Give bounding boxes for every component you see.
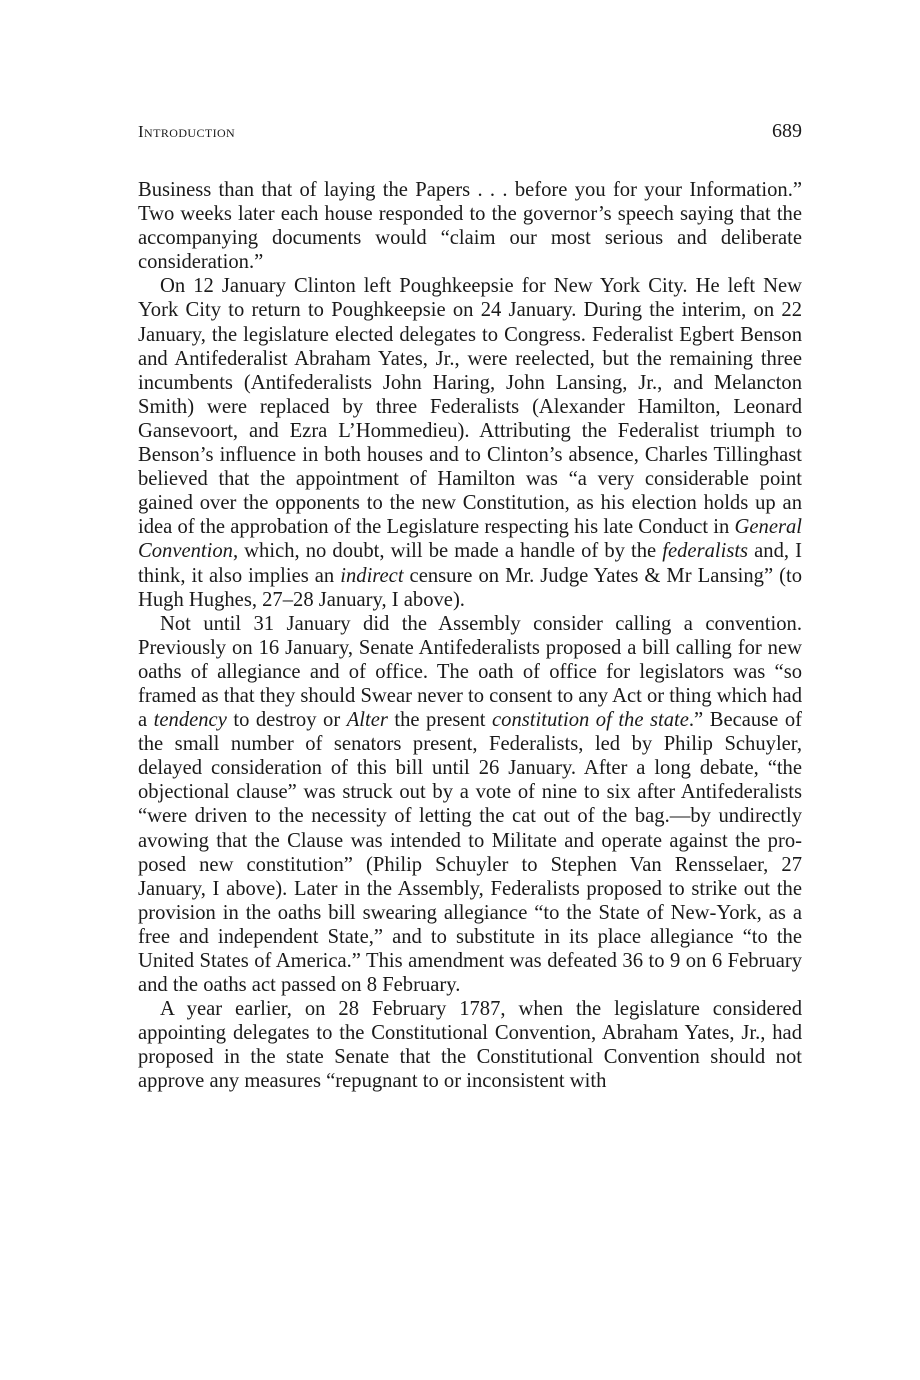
paragraph: [138, 612, 802, 998]
text-run: the present: [387, 709, 493, 732]
text-run: to destroy or: [226, 709, 347, 732]
paragraph: [138, 274, 802, 611]
italic-run: indirect: [340, 564, 404, 587]
paragraph: [138, 997, 802, 1093]
paragraph: [138, 178, 802, 274]
text-run: A year earlier, on 28 February 1787, when the legislature considered appointing delegates to the Constitutional Convention, Abraham Yates, Jr., had proposed in the state Senate that the Constitutional Convention should not approve any measures “repugnant to or inconsistent with: [138, 998, 802, 1093]
italic-run: Alter: [346, 709, 388, 732]
text-run: Business than that of laying the Papers . . . before you for your Information.” Two weeks later each house responded to the governor’s speech saying that the accompanying documents would “claim our most serious and deliberate consideration.”: [138, 179, 802, 274]
italic-run: federalists: [662, 540, 749, 563]
text-run: Not until 31 January did the Assembly consider calling a convention. Previously on 16 January, Senate Antifederalists proposed a bill calling for new oaths of allegiance and of office. The oath of office for legislators was “so framed as that they should Swear never to consent to any Act or thing which had a: [138, 612, 802, 732]
italic-run: General Convention: [138, 516, 802, 563]
text-run: , which, no doubt, will be made a handle of by the: [232, 540, 663, 563]
page-number: 689: [772, 120, 802, 142]
book-page: [138, 120, 802, 1094]
running-head: [138, 120, 802, 150]
text-run: and, I think, it also implies an: [138, 540, 802, 587]
body-text: [138, 178, 802, 1094]
running-head-section: Introduction: [138, 122, 236, 141]
italic-run: tendency: [153, 709, 227, 732]
text-run: On 12 January Clinton left Poughkeepsie for New York City. He left New York City to return to Poughkeepsie on 24 January. During the interim, on 22 January, the legislature elected delegates to Congress. Federalist Egbert Benson and Antifederalist Abraham Yates, Jr., were reelected, but the remaining three incumbents (Antifederalists John Haring, John Lansing, Jr., and Melancton Smith) were replaced by three Federalists (Alexander Hamilton, Leonard Gansevoort, and Ezra L’Hommedieu). Attributing the Federalist triumph to Benson’s influence in both houses and to Clinton’s absence, Charles Tillinghast believed that the appointment of Hamilton was “a very considerable point gained over the opponents to the new Constitution, as his election holds up an idea of the approbation of the Legislature respecting his late Conduct in: [138, 275, 802, 539]
italic-run: constitution of the state: [492, 709, 689, 732]
text-run: .” Because of the small number of senators present, Federalists, led by Philip Schuyler, delayed consideration of this bill until 26 January. After a long debate, “the objectional clause” was struck out by a vote of nine to six after Antifederalists “were driven to the necessity of letting the cat out of the bag.—by undirectly avowing that the Clause was intended to Militate and operate against the proposed new constitution” (Philip Schuyler to Stephen Van Rensselaer, 27 January, I above). Later in the Assembly, Federalists proposed to strike out the provision in the oaths bill swearing allegiance “to the State of New-York, as a free and independent State,” and to substitute in its place allegiance “to the United States of America.” This amendment was defeated 36 to 9 on 6 February and the oaths act passed on 8 February.: [138, 709, 802, 997]
text-run: censure on Mr. Judge Yates & Mr Lansing” (to Hugh Hughes, 27–28 January, I above).: [138, 564, 802, 611]
